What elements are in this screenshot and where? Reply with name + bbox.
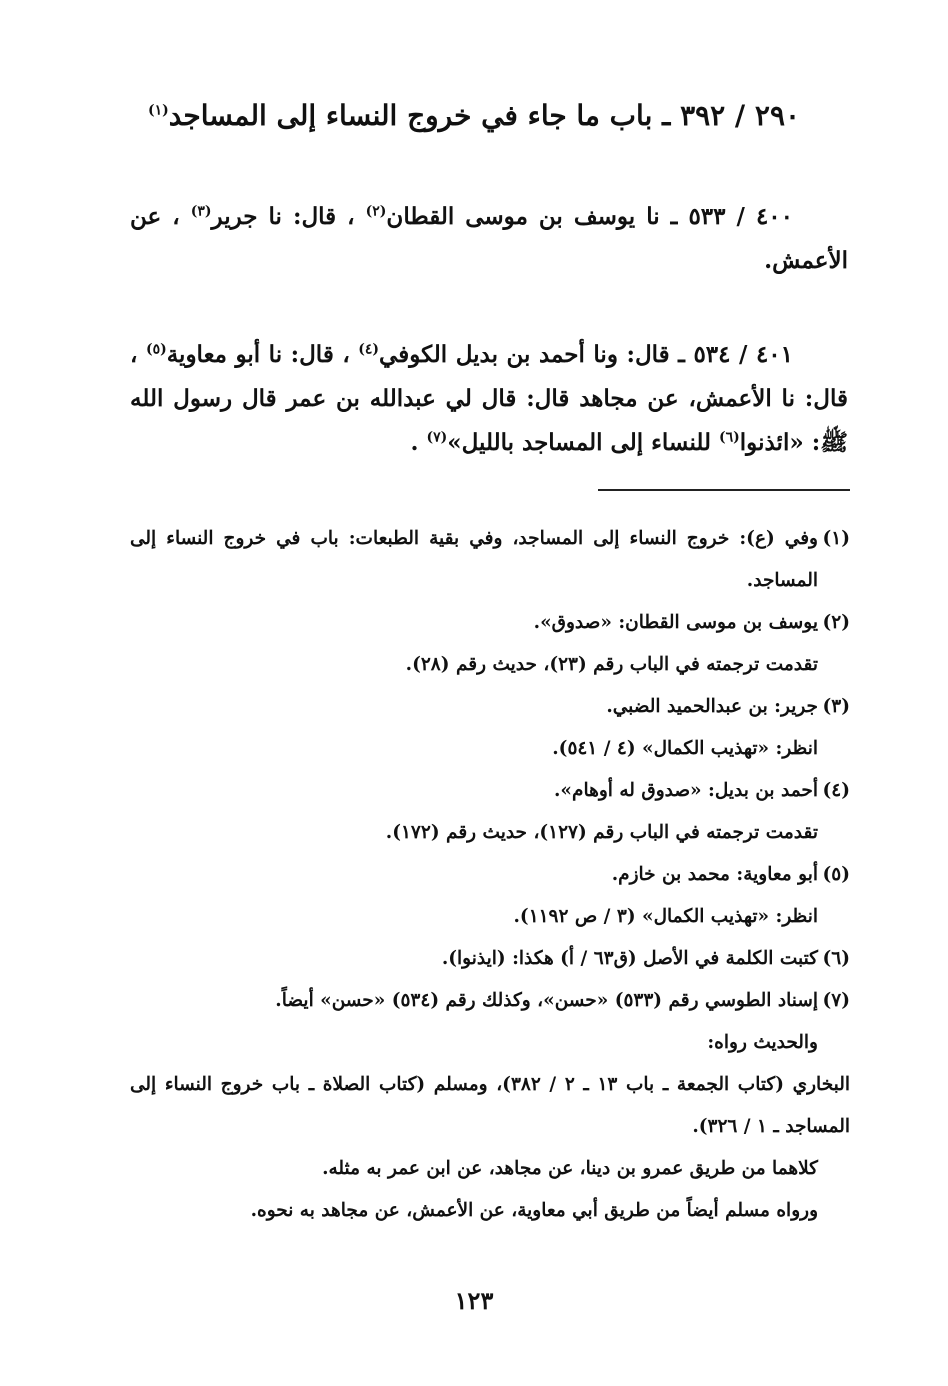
footnote-7 bbox=[130, 980, 850, 1022]
footnote-5-continuation: انظر: «تهذيب الكمال» (٣ / ص ١١٩٢). bbox=[513, 906, 818, 927]
footnote-5 bbox=[130, 854, 850, 896]
hadith-text: ٤٠١ / ٥٣٤ ـ قال: ونا أحمد بن بديل الكوفي bbox=[379, 341, 793, 368]
footnote-7-line-5: ورواه مسلم أيضاً من طريق أبي معاوية، عن الأعمش، عن مجاهد به نحوه. bbox=[250, 1200, 818, 1221]
footnote-ref: (٤) bbox=[358, 341, 380, 358]
footnote-7-line-4: كلاهما من طريق عمرو بن دينا، عن مجاهد، عن ابن عمر به مثله. bbox=[322, 1158, 818, 1179]
footnote-2-continuation: تقدمت ترجمته في الباب رقم (٢٣)، حديث رقم (٢٨). bbox=[405, 654, 818, 675]
footnote-number: (٣) bbox=[822, 696, 850, 717]
footnote-ref: (٦) bbox=[719, 429, 740, 446]
footnote-text: وفي (ع): خروج النساء إلى المساجد، وفي بقية الطبعات: باب في خروج النساء إلى المساجد. bbox=[130, 528, 818, 591]
footnote-4 bbox=[130, 770, 850, 812]
footnote-ref: (٧) bbox=[426, 429, 448, 446]
footnote-number: (٢) bbox=[822, 612, 850, 633]
footnote-7-line-3: البخاري (كتاب الجمعة ـ باب ١٣ ـ ٢ / ٣٨٢)، ومسلم (كتاب الصلاة ـ باب خروج النساء إلى المساجد ـ ١ / ٣٢٦). bbox=[130, 1074, 850, 1137]
hadith-text: ٤٠٠ / ٥٣٣ ـ نا يوسف بن موسى القطان bbox=[386, 203, 794, 230]
chapter-title-text: ٢٩٠ / ٣٩٢ ـ باب ما جاء في خروج النساء إلى المساجد bbox=[168, 99, 801, 132]
footnote-1 bbox=[130, 518, 850, 602]
footnotes bbox=[130, 518, 850, 1232]
footnote-ref: (١) bbox=[147, 102, 169, 119]
footnote-number: (٧) bbox=[822, 990, 850, 1011]
footnote-separator bbox=[598, 489, 850, 491]
footnote-text: أحمد بن بديل: «صدوق له أوهام». bbox=[553, 780, 818, 801]
footnote-text: كتبت الكلمة في الأصل (ق٦٣ / أ) هكذا: (ايذنوا). bbox=[441, 948, 818, 969]
footnote-7-line-2: والحديث رواه: bbox=[707, 1032, 818, 1053]
hadith-text: ، قال: نا أبو معاوية bbox=[166, 341, 359, 368]
chapter-title bbox=[130, 96, 818, 136]
footnote-text: أبو معاوية: محمد بن خازم. bbox=[611, 864, 818, 885]
footnote-text: جرير: بن عبدالحميد الضبي. bbox=[606, 696, 818, 717]
footnote-ref: (٢) bbox=[365, 203, 387, 220]
page-number: ١٢٣ bbox=[454, 1286, 494, 1315]
footnote-6 bbox=[130, 938, 850, 980]
hadith-400 bbox=[130, 195, 848, 283]
footnote-4-continuation: تقدمت ترجمته في الباب رقم (١٢٧)، حديث رقم (١٧٢). bbox=[385, 822, 818, 843]
hadith-text: . bbox=[410, 429, 427, 456]
footnote-3-continuation: انظر: «تهذيب الكمال» (٤ / ٥٤١). bbox=[552, 738, 818, 759]
footnote-text: يوسف بن موسى القطان: «صدوق». bbox=[533, 612, 818, 633]
hadith-text: ، عن الأعمش. bbox=[130, 203, 848, 274]
footnote-ref: (٥) bbox=[145, 341, 167, 358]
hadith-text: للنساء إلى المساجد بالليل» bbox=[447, 429, 720, 456]
footnote-number: (٥) bbox=[822, 864, 850, 885]
footnote-number: (١) bbox=[822, 528, 850, 549]
hadith-text: ، قال: نا جرير bbox=[211, 203, 366, 230]
footnote-number: (٤) bbox=[822, 780, 850, 801]
hadith-401 bbox=[130, 333, 848, 465]
footnote-number: (٦) bbox=[822, 948, 850, 969]
footnote-2 bbox=[130, 602, 850, 644]
footnote-text: إسناد الطوسي رقم (٥٣٣) «حسن»، وكذلك رقم (٥٣٤) «حسن» أيضاً. bbox=[275, 990, 818, 1011]
hadith-text: ، قال: نا الأعمش، عن مجاهد قال: قال لي عبدالله بن عمر قال رسول الله ﷺ: «ائذنوا bbox=[130, 341, 848, 456]
footnote-ref: (٣) bbox=[190, 203, 212, 220]
footnote-3 bbox=[130, 686, 850, 728]
